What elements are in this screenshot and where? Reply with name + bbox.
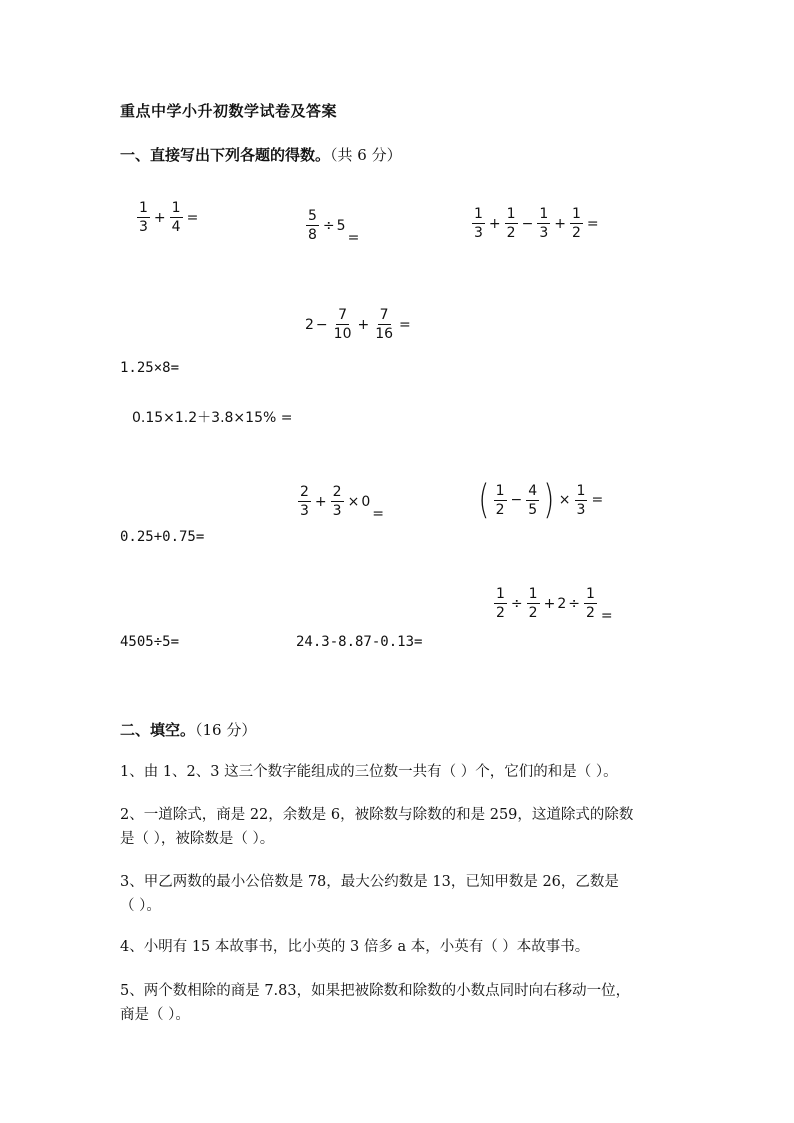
section-1-heading (120, 144, 402, 165)
section-2-heading (120, 719, 256, 740)
calc-11: 4505÷5= (120, 634, 180, 650)
fraction: $\frac{1}{2}$ (496, 586, 505, 621)
fraction: $\frac{1}{3}$ (576, 482, 586, 518)
section-2-title: 二、填空。 (120, 721, 196, 739)
calc-9: 0.25+0.75= (120, 529, 205, 545)
section-1-points: （共 6 分） (330, 146, 402, 164)
question-2: 2、一道除式，商是 22，余数是 6，被除数与除数的和是 259，这道除式的除数 是（ ），被除数是（ ）。 (120, 807, 634, 847)
fraction: $\frac{7}{10}$ (333, 307, 352, 342)
calc-6: 0.15×1.2＋3.8×15% = (132, 410, 293, 426)
calc-8: ( $\frac{1}{2}$ − $\frac{4}{5}$ ) × $\frac{1}{3}$ = (478, 477, 604, 523)
calc-12: 24.3-8.87-0.13= (296, 634, 423, 650)
section-1-title: 一、直接写出下列各题的得数。 (120, 146, 331, 164)
calc-2: $\frac{5}{8}$ ÷ 5 = (308, 208, 360, 246)
fraction: $\frac{4}{5}$ (528, 482, 538, 518)
question-1: 1、由 1、2、3 这三个数字能组成的三位数一共有（ ）个，它们的和是（ ）。 (120, 764, 618, 780)
fraction: $\frac{1}{3}$ (539, 206, 549, 241)
section-2-points: （16 分） (195, 721, 257, 739)
fraction: $\frac{1}{2}$ (585, 586, 595, 621)
calc-10: $\frac{1}{2}$ ÷ $\frac{1}{2}$ + 2 ÷ $\frac{1}{2}$ = (496, 586, 613, 624)
page-title: 重点中学小升初数学试卷及答案 (120, 102, 338, 120)
fraction: $\frac{1}{3}$ (139, 200, 148, 235)
fraction: $\frac{1}{2}$ (571, 206, 581, 241)
fraction: $\frac{7}{16}$ (375, 307, 394, 342)
question-3: 3、甲乙两数的最小公倍数是 78，最大公约数是 13，已知甲数是 26，乙数是 （ ）。 (120, 874, 619, 914)
calc-7: $\frac{2}{3}$ + $\frac{2}{3}$ × 0 = (300, 484, 384, 522)
fraction: $\frac{2}{3}$ (332, 484, 342, 519)
right-paren: ) (543, 477, 555, 523)
question-5: 5、两个数相除的商是 7.83，如果把被除数和除数的小数点同时向右移动一位， 商是（ ）。 (120, 983, 631, 1023)
calc-1: $\frac{1}{3}$ + $\frac{1}{4}$ = (139, 200, 199, 235)
fraction: $\frac{1}{2}$ (506, 206, 516, 241)
fraction: $\frac{1}{2}$ (528, 586, 538, 621)
calc-5: 1.25×8= (120, 360, 180, 376)
calc-4: 2 − $\frac{7}{10}$ + $\frac{7}{16}$ = (305, 307, 411, 342)
fraction: $\frac{1}{3}$ (474, 206, 483, 241)
fraction: $\frac{5}{8}$ (308, 208, 317, 243)
question-4: 4、小明有 15 本故事书，比小英的 3 倍多 a 本，小英有（ ）本故事书。 (120, 939, 590, 955)
fraction: $\frac{2}{3}$ (300, 484, 309, 519)
fraction: $\frac{1}{4}$ (171, 200, 181, 235)
left-paren: ( (478, 477, 490, 523)
fraction: $\frac{1}{2}$ (495, 482, 505, 518)
calc-3: $\frac{1}{3}$ + $\frac{1}{2}$ − $\frac{1}{3}$ + $\frac{1}{2}$ = (474, 206, 599, 241)
